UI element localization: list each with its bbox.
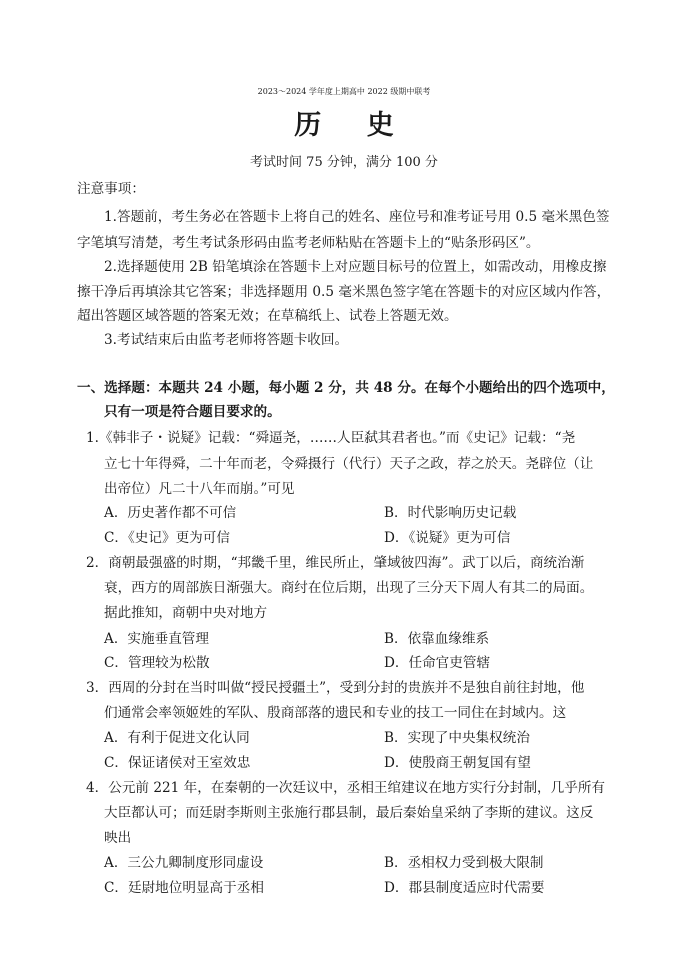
question-1-line: 1.《韩非子・说疑》记载：“舜逼尧，……人臣弑其君者也。”而《史记》记载：“尧 <box>86 430 576 446</box>
note-line: 1.答题前，考生务必在答题卡上将自己的姓名、座位号和准考证号用 0.5 毫米黑色签 <box>104 209 610 225</box>
question-2-line: 2．商朝最强盛的时期，“邦畿千里，维民所止，肇域彼四海”。武丁以后，商统治渐 <box>86 555 585 571</box>
question-4-option-c[interactable]: C．廷尉地位明显高于丞相 <box>104 880 264 896</box>
note-line: 3.考试结束后由监考老师将答题卡收回。 <box>104 332 349 348</box>
question-4-line: 映出 <box>104 830 132 846</box>
question-1-option-a[interactable]: A．历史著作都不可信 <box>104 505 237 521</box>
question-2-option-c[interactable]: C．管理较为松散 <box>104 655 210 671</box>
notes-heading: 注意事项： <box>77 181 145 197</box>
question-3-option-c[interactable]: C．保证诸侯对王室效忠 <box>104 755 251 771</box>
subject-title <box>0 109 688 143</box>
question-1-option-d[interactable]: D．《说疑》更为可信 <box>384 530 511 546</box>
note-line: 字笔填写清楚，考生考试条形码由监考老师粘贴在答题卡上的“贴条形码区”。 <box>77 235 540 251</box>
question-2-option-b[interactable]: B．依靠血缘维系 <box>384 631 490 647</box>
subject-title-text: 历 史 <box>294 110 412 141</box>
section-heading: 一、选择题：本题共 24 小题，每小题 2 分，共 48 分。在每个小题给出的四个选项中， <box>77 380 615 396</box>
question-3-line: 3．西周的分封在当时叫做“授民授疆土”，受到分封的贵族并不是独自前往封地，他 <box>86 680 585 696</box>
section-heading-cont: 只有一项是符合题目要求的。 <box>104 404 281 420</box>
exam-info: 考试时间 75 分钟，满分 100 分 <box>250 155 438 170</box>
note-line: 2.选择题使用 2B 铅笔填涂在答题卡上对应题目标号的位置上，如需改动，用橡皮擦 <box>104 259 607 275</box>
question-1-option-b[interactable]: B．时代影响历史记载 <box>384 505 517 521</box>
question-3-option-d[interactable]: D．使殷商王朝复国有望 <box>384 755 531 771</box>
question-4-option-a[interactable]: A．三公九卿制度形同虚设 <box>104 855 264 871</box>
note-line: 超出答题区域答题的答案无效；在草稿纸上、试卷上答题无效。 <box>77 308 458 324</box>
exam-title: 2023～2024 学年度上期高中 2022 级期中联考 <box>257 87 431 96</box>
question-2-option-d[interactable]: D．任命官吏管辖 <box>384 655 491 671</box>
question-3-line: 们通常会率领姬姓的军队、殷商部落的遗民和专业的技工一同住在封域内。这 <box>104 705 567 721</box>
question-1-line: 立七十年得舜，二十年而老，令舜摄行（代行）天子之政，荐之於天。尧辟位（让 <box>104 456 594 472</box>
note-line: 擦干净后再填涂其它答案；非选择题用 0.5 毫米黑色签字笔在答题卡的对应区域内作答， <box>77 284 611 300</box>
question-4-option-b[interactable]: B．丞相权力受到极大限制 <box>384 855 544 871</box>
question-2-option-a[interactable]: A．实施垂直管理 <box>104 631 209 647</box>
question-4-option-d[interactable]: D．郡县制度适应时代需要 <box>384 880 545 896</box>
question-1-line: 出帝位）凡二十八年而崩。”可见 <box>104 481 295 497</box>
question-2-line: 衰，西方的周部族日渐强大。商纣在位后期，出现了三分天下周人有其二的局面。 <box>104 580 594 596</box>
question-3-option-b[interactable]: B．实现了中央集权统治 <box>384 730 530 746</box>
question-2-line: 据此推知，商朝中央对地方 <box>104 605 268 621</box>
question-4-line: 4．公元前 221 年，在秦朝的一次廷议中，丞相王绾建议在地方实行分封制，几乎所有 <box>86 780 606 796</box>
question-3-option-a[interactable]: A．有利于促进文化认同 <box>104 730 250 746</box>
question-4-line: 大臣都认可；而廷尉李斯则主张施行郡县制，最后秦始皇采纳了李斯的建议。这反 <box>104 805 594 821</box>
question-1-option-c[interactable]: C．《史记》更为可信 <box>104 530 230 546</box>
